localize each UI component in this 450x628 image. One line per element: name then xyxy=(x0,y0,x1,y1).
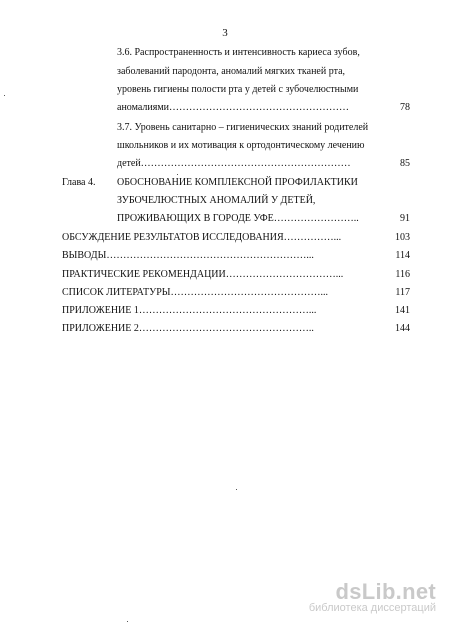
toc-3-6-line-4: аномалиями……………………………………………… xyxy=(117,102,350,113)
toc-conclusions: ВЫВОДЫ……………………………………………………... xyxy=(62,250,314,261)
dslib-watermark xyxy=(309,579,436,614)
toc-appendix-1: ПРИЛОЖЕНИЕ 1……………………………………………... xyxy=(62,305,317,316)
scan-speck xyxy=(127,621,128,622)
toc-3-7-line-2: школьников и их мотивация к ортодонтическому лечению xyxy=(117,140,365,151)
toc-3-6-line-3: уровень гигиены полости рта у детей с зубочелюстными xyxy=(117,84,359,95)
toc-appendix-1-page: 141 xyxy=(395,305,410,316)
toc-3-6-page: 78 xyxy=(400,102,410,113)
toc-3-7-line-1: 3.7. Уровень санитарно – гигиенических знаний родителей xyxy=(117,122,369,133)
chapter-4-line-1: ОБОСНОВАНИЕ КОМПЛЕКСНОЙ ПРОФИЛАКТИКИ xyxy=(117,177,358,188)
chapter-4-line-2: ЗУБОЧЕЛЮСТНЫХ АНОМАЛИЙ У ДЕТЕЙ, xyxy=(117,195,316,206)
chapter-4-page: 91 xyxy=(400,213,410,224)
chapter-4-label: Глава 4. xyxy=(62,177,96,188)
toc-3-7-page: 85 xyxy=(400,158,410,169)
toc-conclusions-page: 114 xyxy=(395,250,410,261)
toc-recommendations-page: 116 xyxy=(395,269,410,280)
toc-discussion-page: 103 xyxy=(395,232,410,243)
chapter-4-line-3: ПРОЖИВАЮЩИХ В ГОРОДЕ УФЕ…………………….. xyxy=(117,213,359,224)
scan-speck xyxy=(177,174,178,175)
toc-appendix-2: ПРИЛОЖЕНИЕ 2…………………………………………….. xyxy=(62,323,314,334)
watermark-logo: dsLib.net xyxy=(335,579,436,604)
watermark-subtitle: библиотека диссертаций xyxy=(308,602,436,614)
toc-literature-page: 117 xyxy=(395,287,410,298)
page-number: 3 xyxy=(222,27,228,39)
scan-speck xyxy=(236,489,237,490)
toc-discussion: ОБСУЖДЕНИЕ РЕЗУЛЬТАТОВ ИССЛЕДОВАНИЯ……………... xyxy=(62,232,342,243)
toc-3-6-line-2: заболеваний пародонта, аномалий мягких тканей рта, xyxy=(117,66,346,77)
toc-literature: СПИСОК ЛИТЕРАТУРЫ………………………………………... xyxy=(62,287,328,298)
toc-3-6-line-1: 3.6. Распространенность и интенсивность кариеса зубов, xyxy=(117,47,360,58)
toc-appendix-2-page: 144 xyxy=(395,323,410,334)
toc-3-7-line-3: детей……………………………………………………… xyxy=(117,158,351,169)
toc-recommendations: ПРАКТИЧЕСКИЕ РЕКОМЕНДАЦИИ……………………………... xyxy=(62,269,344,280)
scan-speck xyxy=(4,95,5,96)
